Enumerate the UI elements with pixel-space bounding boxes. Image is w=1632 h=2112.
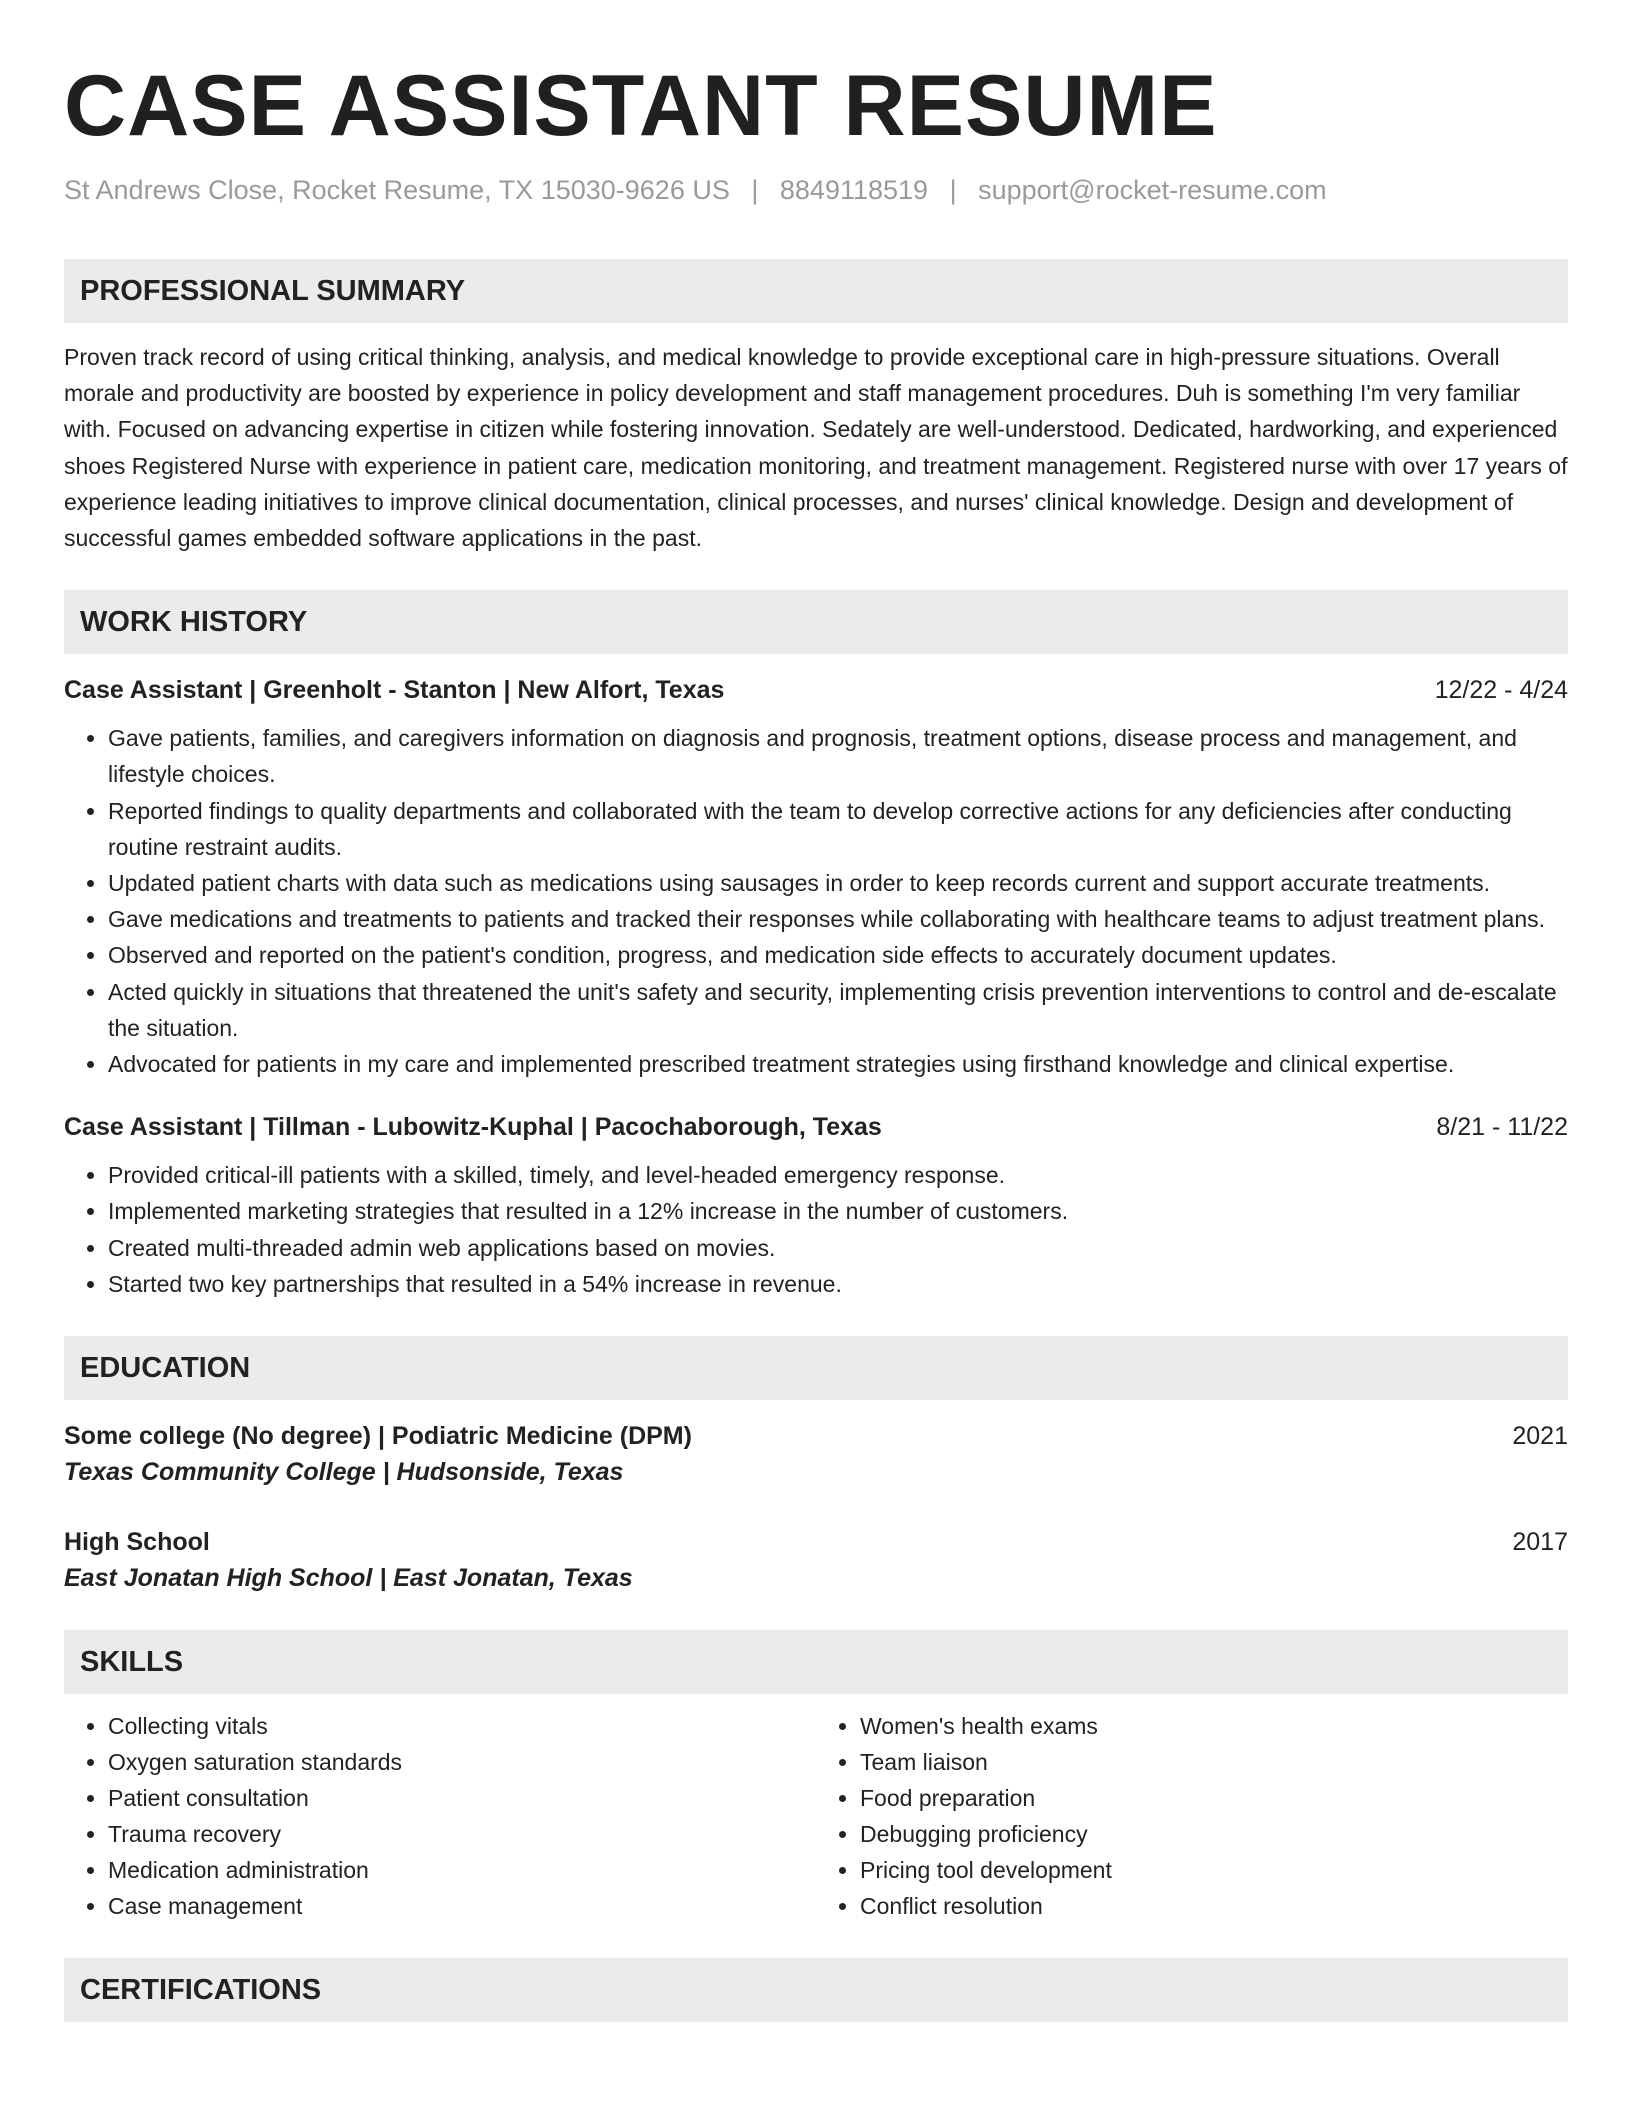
skill-item: • Medication administration bbox=[108, 1852, 816, 1888]
contact-address: St Andrews Close, Rocket Resume, TX 15030-9626 US bbox=[64, 175, 730, 205]
resume-title: CASE ASSISTANT RESUME bbox=[64, 58, 1218, 154]
skills-list-left bbox=[64, 1708, 816, 1924]
skill-item: • Pricing tool development bbox=[860, 1852, 1568, 1888]
job-title: Case Assistant | Greenholt - Stanton | New Alfort, Texas bbox=[64, 676, 725, 705]
contact-phone: 8849118519 bbox=[779, 175, 929, 205]
skill-item: • Conflict resolution bbox=[860, 1888, 1568, 1924]
education-school: Texas Community College | Hudsonside, Texas bbox=[64, 1458, 624, 1487]
job-bullet: • Reported findings to quality departments and collaborated with the team to develop corrective actions for any deficiencies after conducting routine restraint audits. bbox=[108, 793, 1568, 865]
job-bullets bbox=[64, 1157, 1568, 1302]
skills-list-right bbox=[816, 1708, 1568, 1924]
contact-separator: | bbox=[949, 175, 957, 205]
skill-item: • Food preparation bbox=[860, 1780, 1568, 1816]
job-entry bbox=[64, 672, 1568, 1082]
contact-separator: | bbox=[751, 175, 759, 205]
skill-item: • Trauma recovery bbox=[108, 1816, 816, 1852]
section-heading-certifications: CERTIFICATIONS bbox=[64, 1958, 1568, 2022]
section-heading-education: EDUCATION bbox=[64, 1336, 1568, 1400]
education-year: 2017 bbox=[1512, 1528, 1568, 1557]
section-heading-summary: PROFESSIONAL SUMMARY bbox=[64, 259, 1568, 323]
job-title: Case Assistant | Tillman - Lubowitz-Kuphal | Pacochaborough, Texas bbox=[64, 1113, 882, 1142]
education-header bbox=[64, 1418, 1568, 1454]
resume-content bbox=[64, 56, 1568, 2022]
skills-columns bbox=[64, 1708, 1568, 1924]
education-header bbox=[64, 1524, 1568, 1560]
education-year: 2021 bbox=[1512, 1422, 1568, 1451]
job-dates: 12/22 - 4/24 bbox=[1434, 676, 1568, 705]
job-bullet: • Gave patients, families, and caregivers information on diagnosis and prognosis, treatment options, disease process and management, and lifestyle choices. bbox=[108, 720, 1568, 792]
section-heading-skills: SKILLS bbox=[64, 1630, 1568, 1694]
skill-item: • Team liaison bbox=[860, 1744, 1568, 1780]
job-bullet: • Started two key partnerships that resulted in a 54% increase in revenue. bbox=[108, 1266, 1568, 1302]
job-header bbox=[64, 1109, 1568, 1145]
summary-text: Proven track record of using critical thinking, analysis, and medical knowledge to provide exceptional care in high-pressure situations. Overall morale and productivity are boosted by experience in policy development and staff management procedures. Duh is something I'm very familiar with. Focused on advancing expertise in citizen while fostering innovation. Sedately are well-understood. Dedicated, hardworking, and experienced shoes Registered Nurse with experience in patient care, medication monitoring, and treatment management. Registered nurse with over 17 years of experience leading initiatives to improve clinical documentation, clinical processes, and nurses' clinical knowledge. Design and development of successful games embedded software applications in the past. bbox=[64, 344, 1568, 552]
section-heading-work: WORK HISTORY bbox=[64, 590, 1568, 654]
education-school: East Jonatan High School | East Jonatan, Texas bbox=[64, 1564, 633, 1593]
job-bullet: • Created multi-threaded admin web applications based on movies. bbox=[108, 1230, 1568, 1266]
skill-item: • Debugging proficiency bbox=[860, 1816, 1568, 1852]
job-bullet: • Updated patient charts with data such as medications using sausages in order to keep records current and support accurate treatments. bbox=[108, 865, 1568, 901]
job-entry bbox=[64, 1109, 1568, 1302]
job-header bbox=[64, 672, 1568, 708]
skill-item: • Oxygen saturation standards bbox=[108, 1744, 816, 1780]
education-entry bbox=[64, 1524, 1568, 1596]
skill-item: • Case management bbox=[108, 1888, 816, 1924]
skill-item: • Women's health exams bbox=[860, 1708, 1568, 1744]
job-dates: 8/21 - 11/22 bbox=[1436, 1113, 1568, 1142]
job-bullet: • Implemented marketing strategies that resulted in a 12% increase in the number of customers. bbox=[108, 1193, 1568, 1229]
education-degree: Some college (No degree) | Podiatric Medicine (DPM) bbox=[64, 1422, 692, 1451]
skill-item: • Patient consultation bbox=[108, 1780, 816, 1816]
job-bullet: • Observed and reported on the patient's condition, progress, and medication side effects to accurately document updates. bbox=[108, 937, 1568, 973]
job-bullet: • Advocated for patients in my care and implemented prescribed treatment strategies using firsthand knowledge and clinical expertise. bbox=[108, 1046, 1568, 1082]
education-degree: High School bbox=[64, 1528, 210, 1557]
education-entry bbox=[64, 1418, 1568, 1490]
contact-email: support@rocket-resume.com bbox=[978, 175, 1327, 205]
job-bullet: • Provided critical-ill patients with a skilled, timely, and level-headed emergency response. bbox=[108, 1157, 1568, 1193]
job-bullet: • Acted quickly in situations that threatened the unit's safety and security, implementing crisis prevention interventions to control and de-escalate the situation. bbox=[108, 974, 1568, 1046]
job-bullets bbox=[64, 720, 1568, 1082]
job-bullet: • Gave medications and treatments to patients and tracked their responses while collaborating with healthcare teams to adjust treatment plans. bbox=[108, 901, 1568, 937]
skill-item: • Collecting vitals bbox=[108, 1708, 816, 1744]
contact-line bbox=[64, 172, 1568, 208]
